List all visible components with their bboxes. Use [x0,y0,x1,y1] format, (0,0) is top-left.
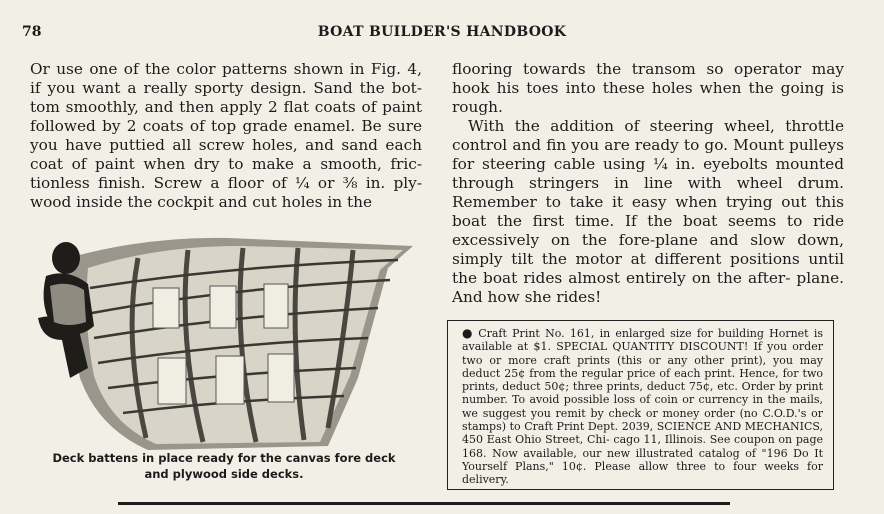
right-column [452,60,844,307]
boat-photo [28,228,420,450]
left-paragraph: Or use one of the color patterns shown in Fig. 4, if you want a really sporty design. Sand the bot- tom smoothly, and then apply 2 flat coats of paint followed by 2 coats of top grade enamel. Be sure you have puttied all screw holes, and sand each coat of paint when dry to make a smooth, fric- tionless finish. Screw a floor of ¼ or ⅜ in. ply- wood inside the cockpit and cut holes in the [30,60,422,211]
bottom-rule [118,502,730,505]
bullet-icon: ● [462,326,475,340]
figure-caption [34,450,414,482]
page-number: 78 [22,24,42,40]
running-head: BOAT BUILDER'S HANDBOOK [317,24,567,40]
caption-line-2: and plywood side decks. [144,467,304,481]
boat-hull-illustration [28,228,420,450]
craft-print-notice [447,320,834,490]
right-paragraph-1: flooring towards the transom so operator may hook his toes into these holes when the going is rough. [452,60,844,116]
left-column [30,60,422,212]
caption-line-1: Deck battens in place ready for the canvas fore deck [52,451,396,465]
notice-text: Craft Print No. 161, in enlarged size for building Hornet is available at $1. SPECIAL QUANTITY DISCOUNT! If you order two or more craft prints (this or any other print), you may deduct 25¢ from the regular price of each print. Hence, for two prints, deduct 50¢; three prints, deduct 75¢, etc. Order by print number. To avoid possible loss of coin or currency in the mails, we suggest you remit by check or money order (no C.O.D.'s or stamps) to Craft Print Dept. 2039, SCIENCE AND MECHANICS, 450 East Ohio Street, Chi- cago 11, Illinois. See coupon on page 168. Now available, our new illustrated catalog of "196 Do It Yourself Plans," 10¢. Please allow three to four weeks for delivery. [462,327,823,487]
right-paragraph-2: With the addition of steering wheel, throttle control and fin you are ready to go. Mount pulleys for steering cable using ¼ in. eyebolts mounted through stringers in line with wheel drum. Remember to take it easy when trying out this boat the first time. If the boat seems to ride excessively on the fore-plane and slow down, simply tilt the motor at different positions until the boat rides almost entirely on the after- plane. And how she rides! [452,117,844,306]
